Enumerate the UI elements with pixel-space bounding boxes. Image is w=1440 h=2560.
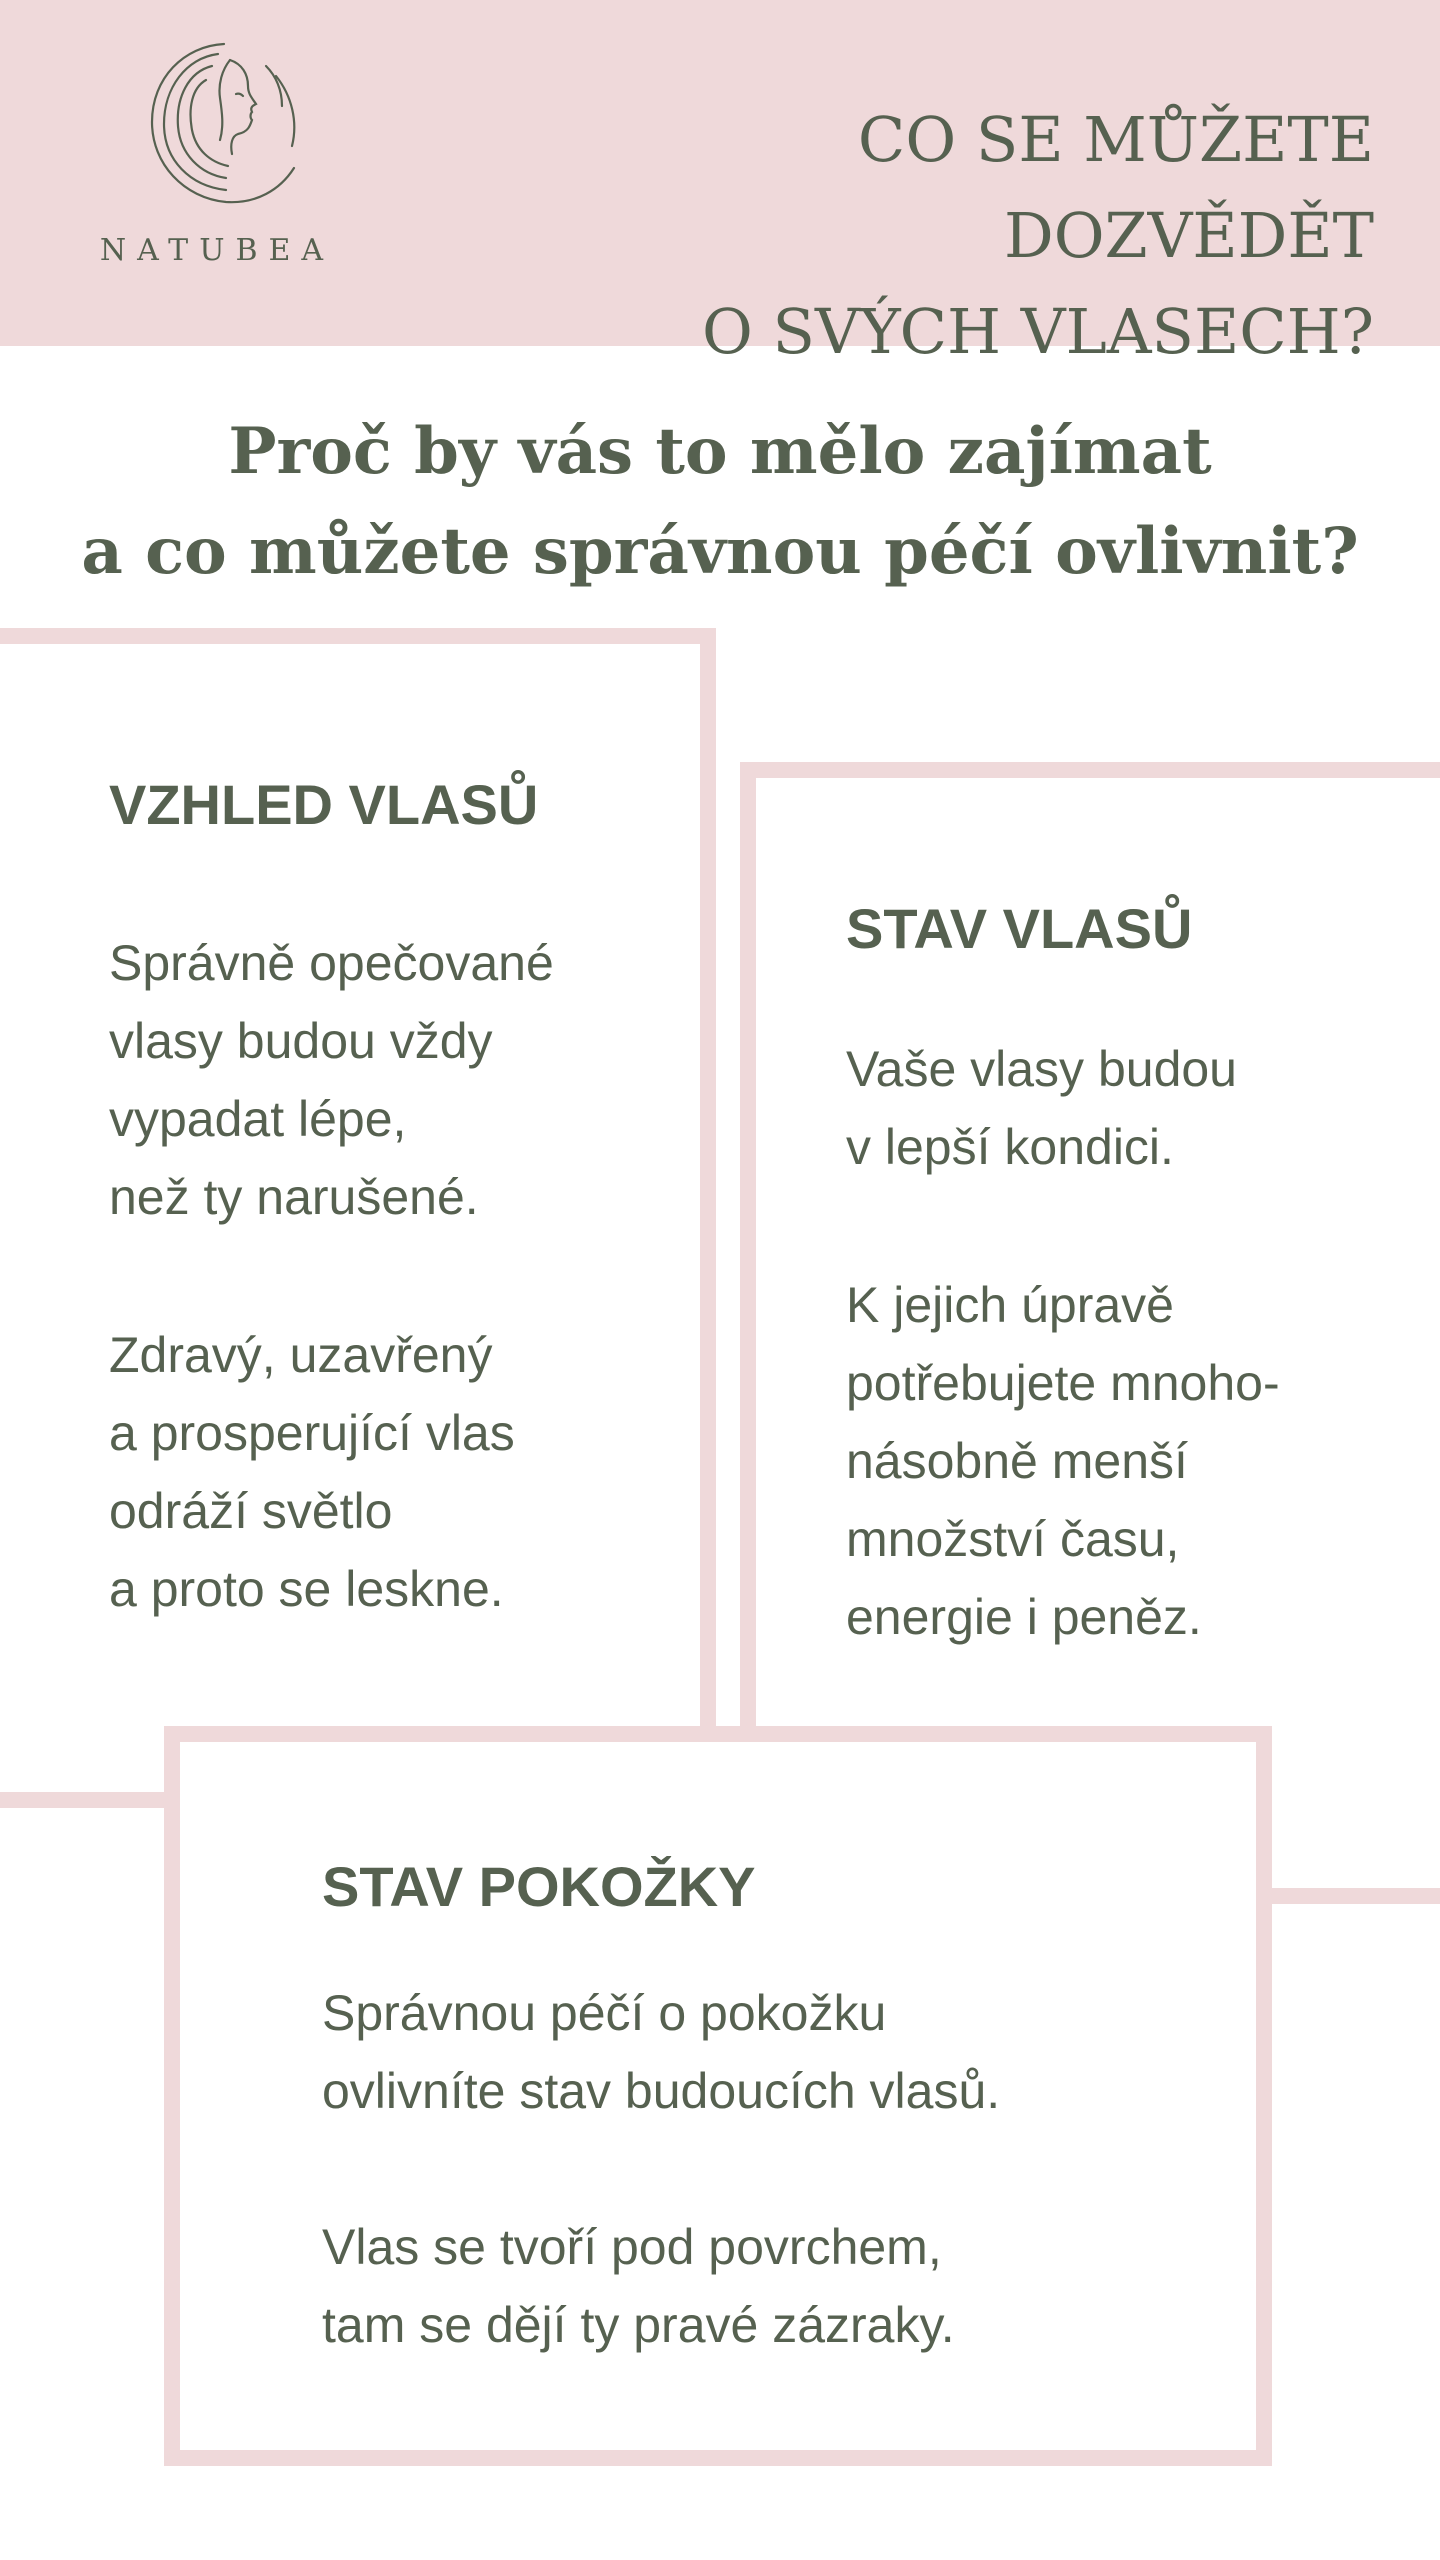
header-banner bbox=[0, 0, 1440, 368]
header-title bbox=[494, 92, 1374, 380]
card-hair-condition-heading: STAV VLASŮ bbox=[846, 897, 1193, 960]
card-hair-condition-paragraph-1: Vaše vlasy budou v lepší kondici. bbox=[846, 1041, 1237, 1175]
woman-profile-logo-icon bbox=[126, 36, 308, 216]
brand-logo bbox=[82, 36, 352, 276]
card-hair-condition-paragraph-2: K jejich úpravě potřebujete mnoho- násobně menší množství času, energie i peněz. bbox=[846, 1277, 1280, 1645]
card-scalp-condition-heading: STAV POKOŽKY bbox=[322, 1855, 756, 1918]
card-scalp-condition bbox=[164, 1726, 1272, 2466]
header-title-line-2: O SVÝCH VLASECH? bbox=[701, 295, 1374, 368]
subtitle-line-1: Proč by vás to mělo zajímat bbox=[228, 414, 1212, 489]
card-hair-appearance-paragraph-1: Správně opečované vlasy budou vždy vypadat lépe, než ty narušené. bbox=[109, 935, 554, 1225]
card-scalp-condition-paragraph-1: Správnou péčí o pokožku ovlivníte stav budoucích vlasů. bbox=[322, 1985, 1001, 2119]
brand-name: NATUBEA bbox=[99, 233, 335, 268]
card-hair-appearance-heading: VZHLED VLASŮ bbox=[109, 773, 539, 836]
header-title-line-1: CO SE MŮŽETE DOZVĚDĚT bbox=[857, 103, 1374, 272]
card-hair-appearance-paragraph-2: Zdravý, uzavřený a prosperující vlas odráží světlo a proto se leskne. bbox=[109, 1327, 515, 1617]
card-scalp-condition-paragraph-2: Vlas se tvoří pod povrchem, tam se dějí ty pravé zázraky. bbox=[322, 2219, 955, 2353]
subtitle bbox=[0, 402, 1440, 602]
subtitle-line-2: a co můžete správnou péčí ovlivnit? bbox=[81, 514, 1359, 589]
card-hair-appearance bbox=[0, 628, 716, 1808]
